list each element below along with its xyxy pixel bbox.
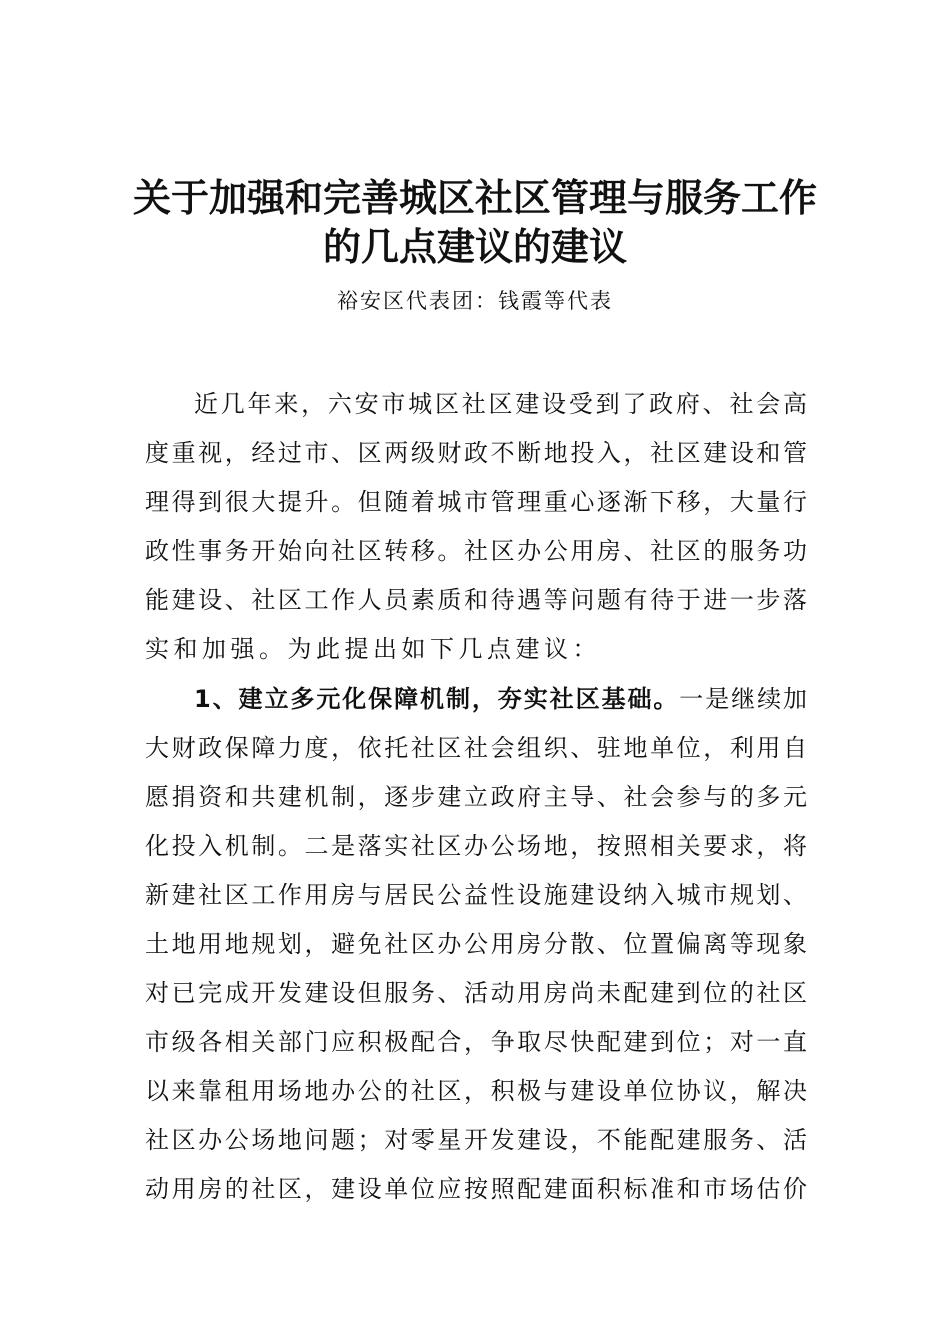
paragraph-2-line-2: 大财政保障力度，依托社区社会组织、驻地单位，利用自 <box>145 734 807 762</box>
paragraph-1-line-3: 理得到很大提升。但随着城市管理重心逐渐下移，大量行 <box>145 488 807 516</box>
paragraph-1-line-6: 实和加强。为此提出如下几点建议： <box>145 635 601 663</box>
paragraph-2-line-3: 愿捐资和共建机制，逐步建立政府主导、社会参与的多元 <box>145 783 807 811</box>
paragraph-2-line-10: 社区办公场地问题；对零星开发建设，不能配建服务、活 <box>145 1126 807 1154</box>
document-title-line-2: 的几点建议的建议 <box>322 224 627 269</box>
paragraph-2-line-6: 土地用地规划，避免社区办公用房分散、位置偏离等现象 <box>145 930 807 958</box>
document-title-line-1: 关于加强和完善城区社区管理与服务工作 <box>132 175 817 220</box>
paragraph-2-line-1 <box>194 673 807 725</box>
paragraph-2-line-8: 市级各相关部门应积极配合，争取尽快配建到位；对一直 <box>145 1028 807 1056</box>
paragraph-1-line-2: 度重视，经过市、区两级财政不断地投入，社区建设和管 <box>145 439 807 467</box>
document-author: 裕安区代表团：钱霞等代表 <box>337 289 613 313</box>
paragraph-2-first-line-rest: 一是继续加 <box>679 685 808 713</box>
paragraph-2-line-9: 以来靠租用场地办公的社区，积极与建设单位协议，解决 <box>145 1077 807 1105</box>
paragraph-2-line-11: 动用房的社区，建设单位应按照配建面积标准和市场估价 <box>145 1175 807 1203</box>
paragraph-2-line-4: 化投入机制。二是落实社区办公场地，按照相关要求，将 <box>145 832 807 860</box>
paragraph-2-heading: 1、建立多元化保障机制，夯实社区基础。 <box>194 685 680 713</box>
paragraph-1-line-1: 近几年来，六安市城区社区建设受到了政府、社会高 <box>194 390 807 418</box>
paragraph-2-line-7: 对已完成开发建设但服务、活动用房尚未配建到位的社区 <box>145 979 807 1007</box>
paragraph-1-line-4: 政性事务开始向社区转移。社区办公用房、社区的服务功 <box>145 537 807 565</box>
paragraph-1-line-5: 能建设、社区工作人员素质和待遇等问题有待于进一步落 <box>145 586 807 614</box>
paragraph-2-line-5: 新建社区工作用房与居民公益性设施建设纳入城市规划、 <box>145 881 807 909</box>
